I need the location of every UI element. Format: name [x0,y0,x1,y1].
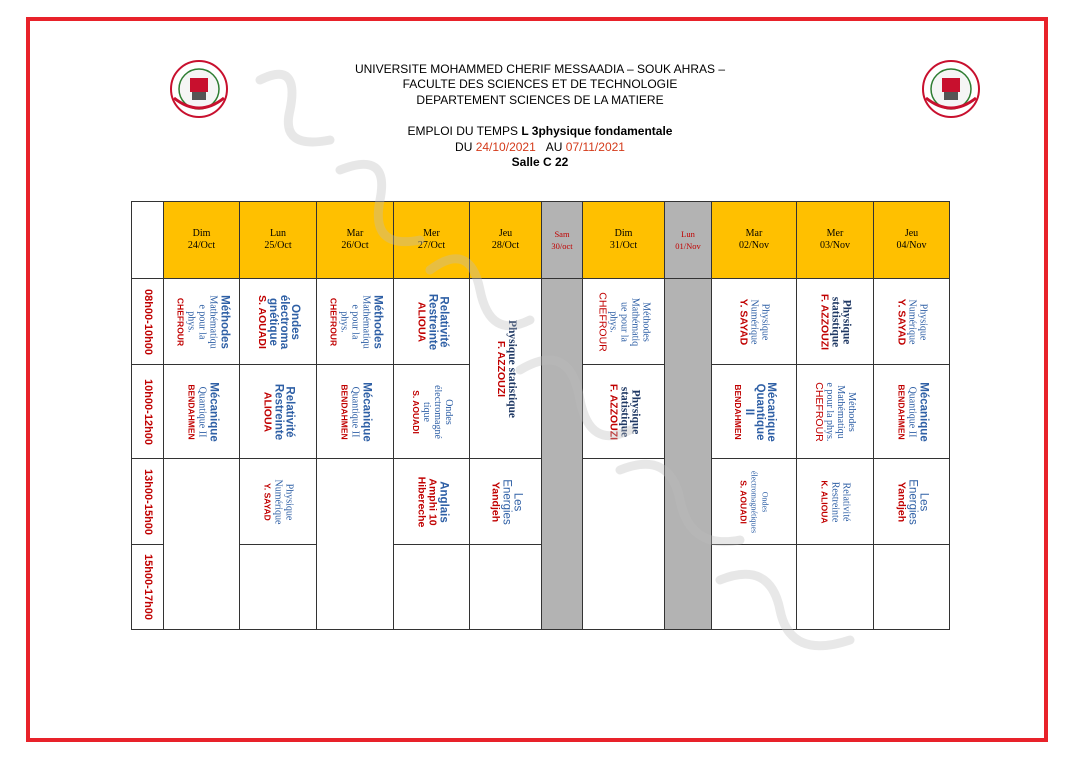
faculty-name: FACULTE DES SCIENCES ET DE TECHNOLOGIE [402,77,678,91]
course-cell: Mécanique Quantique II BENDAHMEN [712,365,797,459]
day-header: Dim 24/Oct [164,202,240,279]
teacher-name: BENDAHMEN [339,383,350,440]
day-header-row [132,202,950,279]
day-header: Mar 02/Nov [712,202,797,279]
empty-cell [394,545,470,630]
teacher-name: Y. SAYAD [895,298,907,345]
holiday-column [665,279,712,630]
teacher-name: CHEFROUR [328,297,339,346]
teacher-name: S. AOUADI [256,294,268,349]
teacher-name: K. ALIOUA [819,479,830,524]
slot-row [132,545,950,630]
title-program: L 3physique fondamentale [521,124,673,138]
teacher-name: ALIOUA [415,301,427,342]
day-header: Mer 27/Oct [394,202,470,279]
schedule-title [0,124,1080,138]
department-name: DEPARTEMENT SCIENCES DE LA MATIERE [416,93,664,107]
day-header: Dim 31/Oct [583,202,665,279]
course-cell: Méthodes Mathématiq ue pour la phys. CHEFROUR [583,279,665,365]
course-cell: Mécanique Quantique II BENDAHMEN [874,365,950,459]
course-cell: Les Energies Yandjeh [470,459,542,545]
course-cell: Physique Numérique Y. SAYAD [240,459,317,545]
teacher-name: BENDAHMEN [186,383,196,440]
date-from: 24/10/2021 [475,140,536,154]
course-cell: Relativité Restreinte K. ALIOUA [797,459,874,545]
course-cell: Mécanique Quantique II BENDAHMEN [164,365,240,459]
day-header-holiday: Lun 01/Nov [665,202,712,279]
course-cell: Méthodes Mathématiqu e pour la phys. CHEFROUR [164,279,240,365]
course-cell-double: Physique statistique F. AZZOUZI [470,279,542,459]
teacher-name: CHEFROUR [596,291,608,352]
slot-label-cell: 10h00-12h00 [132,365,164,459]
empty-cell [797,545,874,630]
timetable [131,201,950,630]
date-to: 07/11/2021 [565,140,625,154]
slot-row [132,459,950,545]
day-header: Mar 26/Oct [317,202,394,279]
empty-cell [470,545,542,630]
teacher-name: Yandjeh [895,481,907,522]
day-header: Jeu 28/Oct [470,202,542,279]
empty-cell [583,459,665,630]
title-prefix: EMPLOI DU TEMPS [407,124,522,138]
teacher-name: ALIOUA [261,391,274,432]
course-cell: Physique statistique F. AZZOUZI [583,365,665,459]
university-name: UNIVERSITE MOHAMMED CHERIF MESSAADIA – SOUK AHRAS – [354,62,726,76]
day-header: Mer 03/Nov [797,202,874,279]
empty-cell [712,545,797,630]
teacher-name: Hibereche [415,476,427,527]
course-cell: Physique statistique F. AZZOUZI [797,279,874,365]
empty-cell [240,545,317,630]
course-cell: Ondes électroma gnétique S. AOUADI [240,279,317,365]
teacher-name: Y. SAYAD [737,298,750,345]
teacher-name: S. AOUADI [738,479,749,524]
teacher-name: Amphi 10 [426,477,438,526]
slot-label-cell: 15h00-17h00 [132,545,164,630]
course-cell: Mécanique Quantique II BENDAHMEN [317,365,394,459]
day-header-holiday: Sam 30/oct [542,202,583,279]
course-cell: Méthodes Mathématiqu e pour la phys. CHEFROUR [797,365,874,459]
empty-cell [164,459,240,630]
course-cell: Méthodes Mathématiqu e pour la phys. CHEFROUR [317,279,394,365]
teacher-name: F. AZZOUZI [494,340,507,397]
teacher-name: BENDAHMEN [733,383,743,440]
holiday-column [542,279,583,630]
date-to-prefix: AU [545,140,566,154]
teacher-name: F. AZZOUZI [607,383,619,440]
course-cell: Ondes électromagné tique S. AOUADI [394,365,470,459]
day-header: Jeu 04/Nov [874,202,950,279]
course-cell: Physique Numérique Y. SAYAD [874,279,950,365]
teacher-name: CHEFROUR [175,297,185,346]
course-cell: Anglais Amphi 10 Hibereche [394,459,470,545]
course-cell: Les Energies Yandjeh [874,459,950,545]
empty-cell [874,545,950,630]
date-from-prefix: DU [455,140,476,154]
slot-label-cell: 08h00-10h00 [132,279,164,365]
slot-row [132,279,950,365]
course-cell: Physique Numérique Y. SAYAD [712,279,797,365]
teacher-name: F. AZZOUZI [818,293,831,350]
teacher-name: CHEFROUR [813,381,825,442]
slot-label-cell: 13h00-15h00 [132,459,164,545]
empty-cell [317,459,394,630]
teacher-name: Y. SAYAD [262,482,273,521]
corner-cell [132,202,164,279]
teacher-name: Yandjeh [489,481,501,522]
teacher-name: S. AOUADI [410,389,421,434]
course-cell: Relativité Restreinte ALIOUA [240,365,317,459]
teacher-name: BENDAHMEN [896,383,906,440]
course-cell: Ondes électromagnétiques S. AOUADI [712,459,797,545]
course-cell: Relativité Restreinte ALIOUA [394,279,470,365]
room-label: Salle C 22 [511,155,569,169]
day-header: Lun 25/Oct [240,202,317,279]
date-range [0,140,1080,154]
